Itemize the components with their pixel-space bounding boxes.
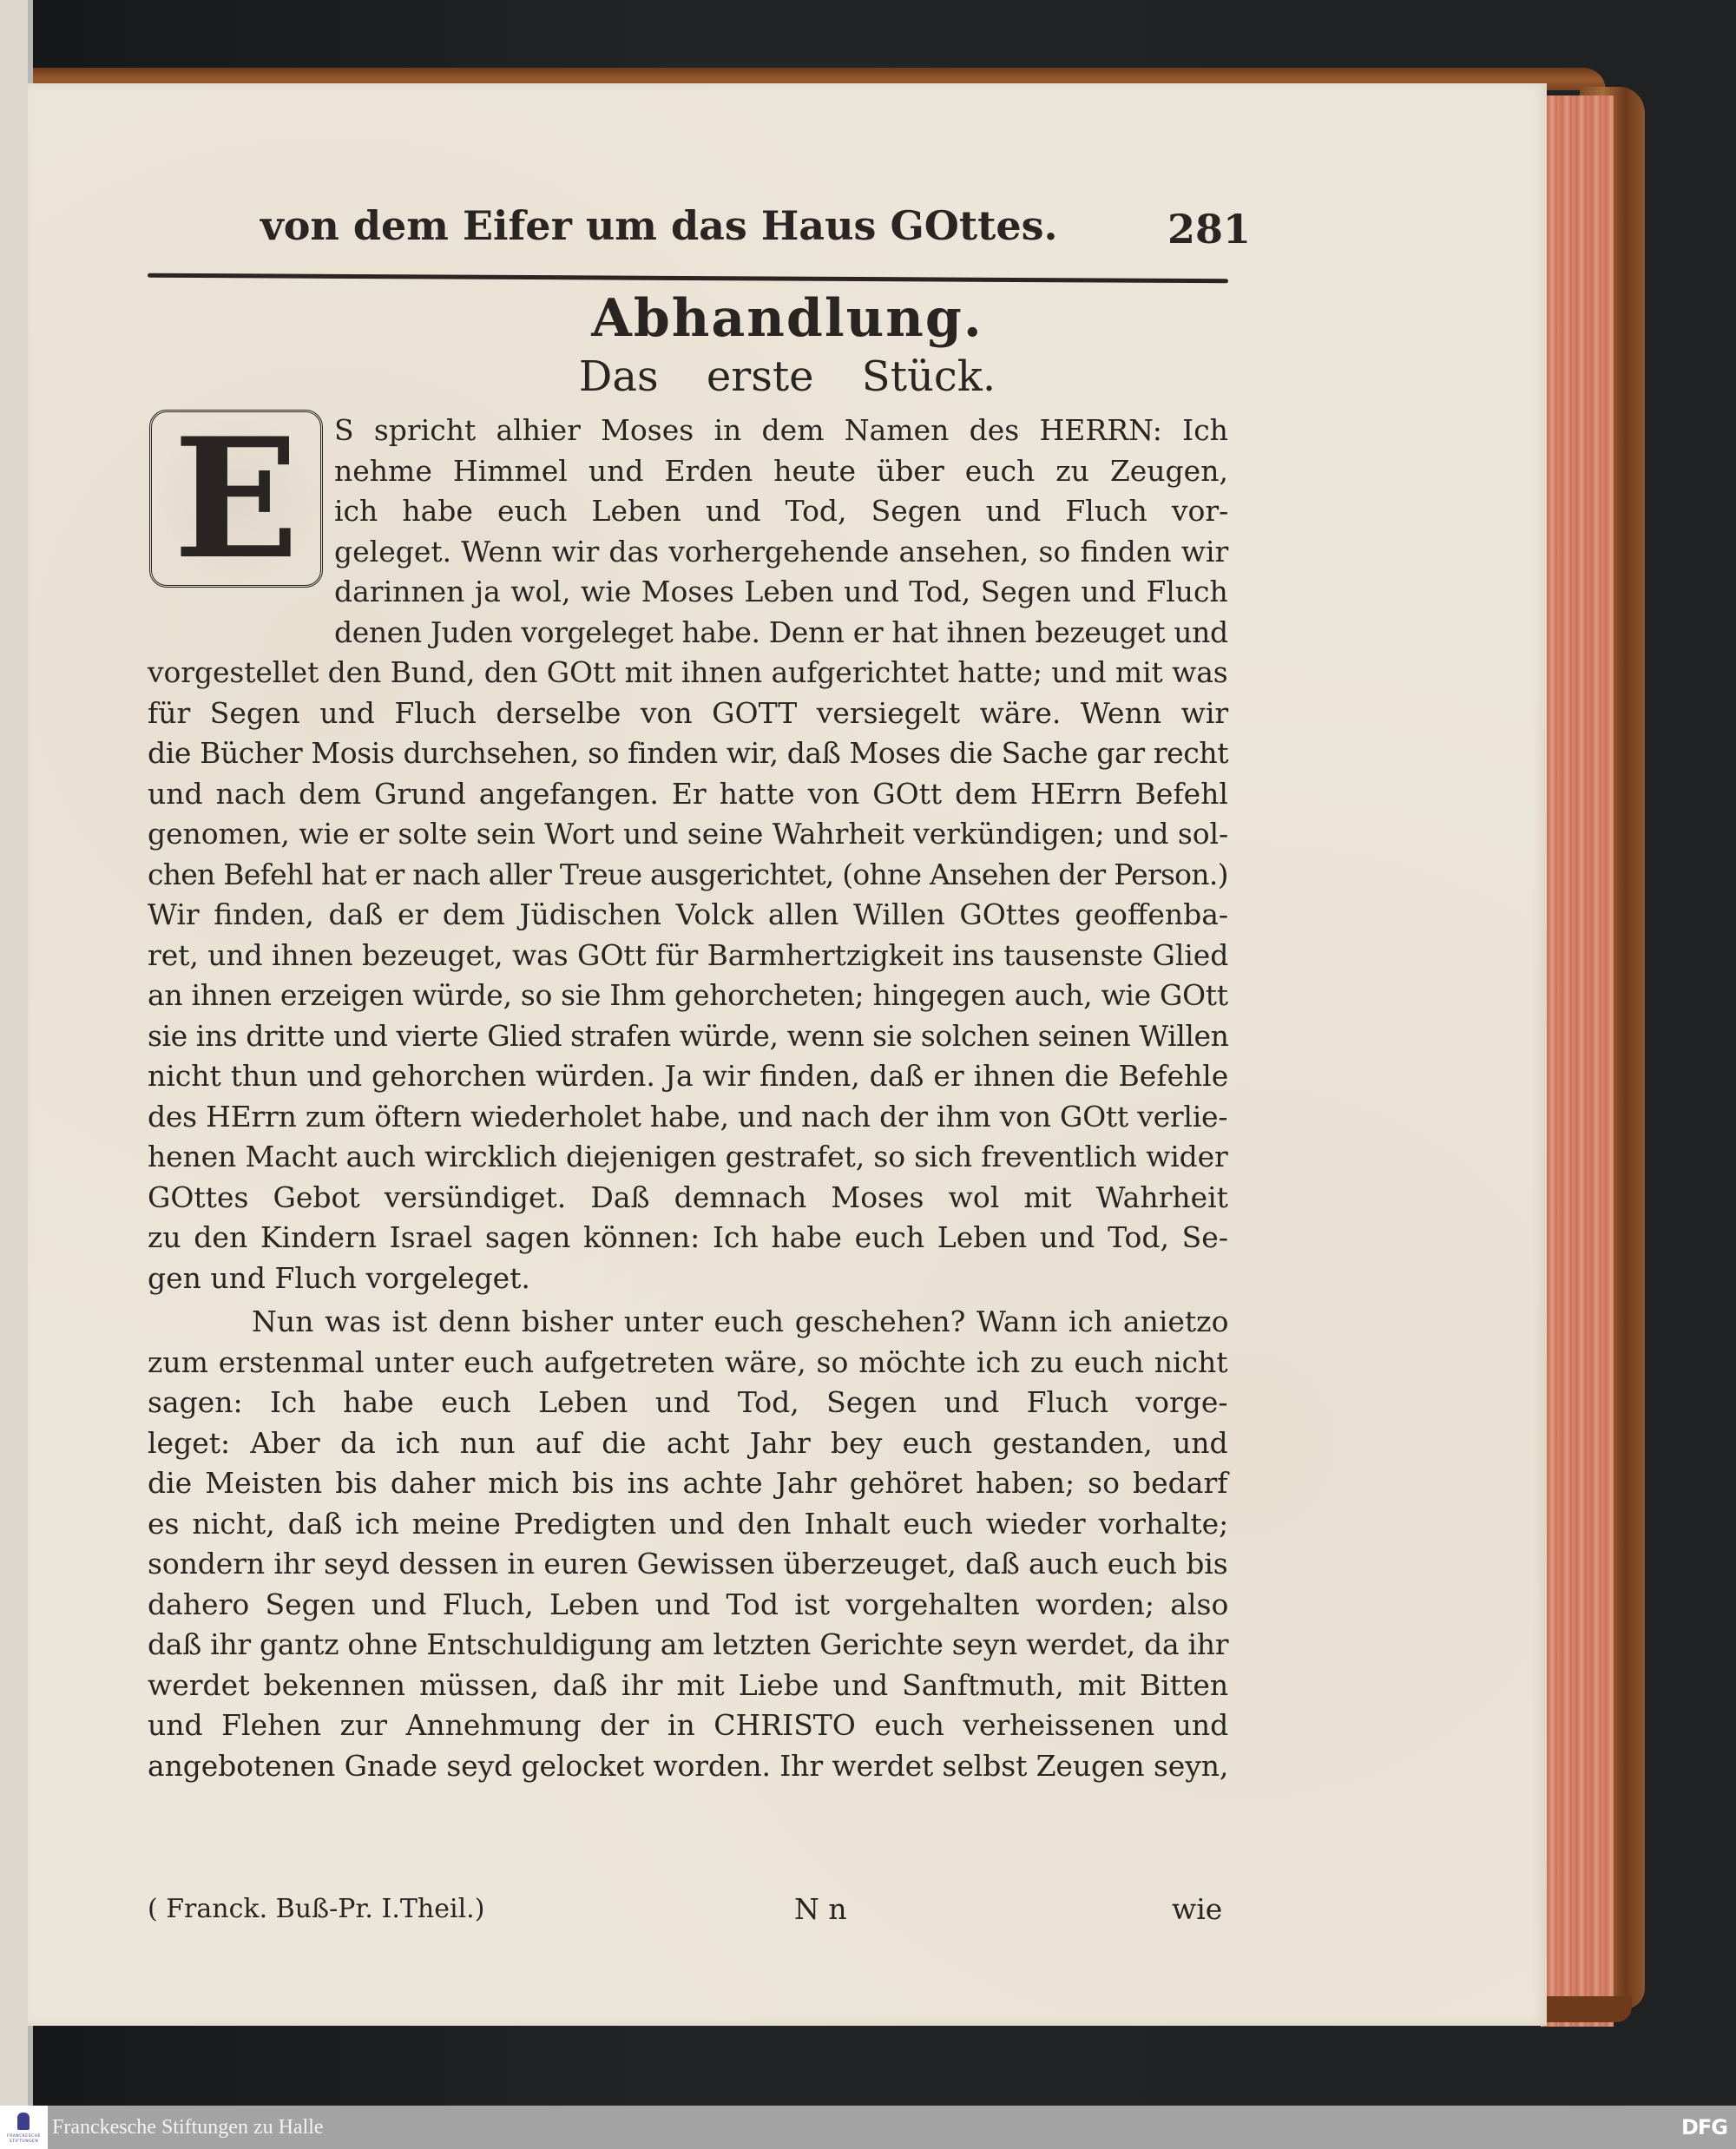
signature-mark: N n: [794, 1892, 847, 1926]
text-line: ret, und ihnen bezeuget, was GOtt für Barmhertzigkeit ins tausenste Glied: [148, 938, 1229, 972]
text-line: an ihnen erzeigen würde, so sie Ihm gehorcheten; hingegen auch, wie GOtt: [148, 978, 1228, 1012]
text-line: vorgestellet den Bund, den GOtt mit ihnen aufgerichtet hatte; und mit was: [148, 655, 1228, 689]
page-number: 281: [1167, 206, 1252, 253]
text-line: gen und Fluch vorgeleget.: [148, 1261, 530, 1295]
text-line: zum erstenmal unter euch aufgetreten wäre, so möchte ich zu euch nicht: [148, 1345, 1228, 1379]
text-line: und Flehen zur Annehmung der in CHRISTO euch verheissenen und: [148, 1708, 1229, 1742]
text-line: Nun was ist denn bisher unter euch geschehen? Wann ich anietzo: [252, 1305, 1229, 1338]
text-line: sondern ihr seyd dessen in euren Gewissen überzeuget, daß auch euch bis: [148, 1547, 1228, 1581]
source-note: ( Franck. Buß-Pr. I.Theil.): [148, 1894, 485, 1924]
logo-text: FRANCKESCHE STIFTUNGEN: [7, 2134, 41, 2144]
ornamental-dropcap: E: [149, 410, 323, 588]
text-line: sagen: Ich habe euch Leben und Tod, Segen und Fluch vorge-: [148, 1385, 1228, 1419]
institution-logo[interactable]: [0, 2106, 48, 2149]
running-head: von dem Eifer um das Haus GOttes.: [260, 202, 1058, 249]
text-line: die Bücher Mosis durchsehen, so finden wir, daß Moses die Sache gar recht: [148, 736, 1229, 770]
text-line: nehme Himmel und Erden heute über euch zu Zeugen,: [334, 454, 1228, 488]
text-line: nicht thun und gehorchen würden. Ja wir finden, daß er ihnen die Befehle: [148, 1059, 1229, 1093]
text-line: es nicht, daß ich meine Predigten und den Inhalt euch wieder vorhalte;: [148, 1507, 1229, 1541]
book-cover-corner: [1536, 1996, 1632, 2022]
text-line: des HErrn zum öftern wiederholet habe, und nach der ihm von GOtt verlie-: [148, 1100, 1228, 1134]
text-line: S spricht alhier Moses in dem Namen des HERRN: Ich: [334, 413, 1228, 447]
text-line: werdet bekennen müssen, daß ihr mit Liebe und Sanftmuth, mit Bitten: [148, 1668, 1229, 1702]
institution-name[interactable]: Franckesche Stiftungen zu Halle: [52, 2116, 324, 2139]
text-line: geleget. Wenn wir das vorhergehende ansehen, so finden wir: [334, 535, 1229, 568]
text-line: darinnen ja wol, wie Moses Leben und Tod, Segen und Fluch: [334, 575, 1228, 608]
text-line: ich habe euch Leben und Tod, Segen und Fluch vor-: [334, 494, 1229, 528]
section-subtitle: Das erste Stück.: [578, 352, 996, 401]
logo-figure-icon: [17, 2113, 30, 2130]
text-line: Wir finden, daß er dem Jüdischen Volck allen Willen GOttes geoffenba-: [148, 897, 1229, 931]
text-line: henen Macht auch wircklich diejenigen gestrafet, so sich freventlich wider: [148, 1140, 1228, 1173]
text-line: sie ins dritte und vierte Glied strafen würde, wenn sie solchen seinen Willen: [148, 1019, 1229, 1053]
text-line: dahero Segen und Fluch, Leben und Tod ist vorgehalten worden; also: [148, 1587, 1229, 1621]
text-line: daß ihr gantz ohne Entschuldigung am letzten Gerichte seyn werdet, da ihr: [148, 1627, 1229, 1661]
catchword: wie: [1172, 1892, 1223, 1926]
text-line: denen Juden vorgeleget habe. Denn er hat ihnen bezeuget und: [334, 615, 1228, 649]
text-line: leget: Aber da ich nun auf die acht Jahr bey euch gestanden, und: [148, 1426, 1228, 1460]
text-line: chen Befehl hat er nach aller Treue ausgerichtet, (ohne Ansehen der Person.): [148, 858, 1228, 891]
text-line: die Meisten bis daher mich bis ins achte Jahr gehöret haben; so bedarf: [148, 1466, 1228, 1500]
text-line: für Segen und Fluch derselbe von GOTT versiegelt wäre. Wenn wir: [148, 696, 1229, 730]
text-line: zu den Kindern Israel sagen können: Ich habe euch Leben und Tod, Se-: [148, 1220, 1228, 1254]
text-line: GOttes Gebot versündiget. Daß demnach Moses wol mit Wahrheit: [148, 1180, 1228, 1214]
viewer-footer-bar: [0, 2106, 1736, 2149]
text-line: angebotenen Gnade seyd gelocket worden. Ihr werdet selbst Zeugen seyn,: [148, 1749, 1229, 1783]
page-fore-edge: [1541, 95, 1614, 2027]
text-line: genomen, wie er solte sein Wort und seine Wahrheit verkündigen; und sol-: [148, 817, 1229, 851]
section-title: Abhandlung.: [591, 288, 983, 349]
dfg-logo[interactable]: DFG: [1680, 2115, 1727, 2139]
text-line: und nach dem Grund angefangen. Er hatte von GOtt dem HErrn Befehl: [148, 777, 1228, 811]
